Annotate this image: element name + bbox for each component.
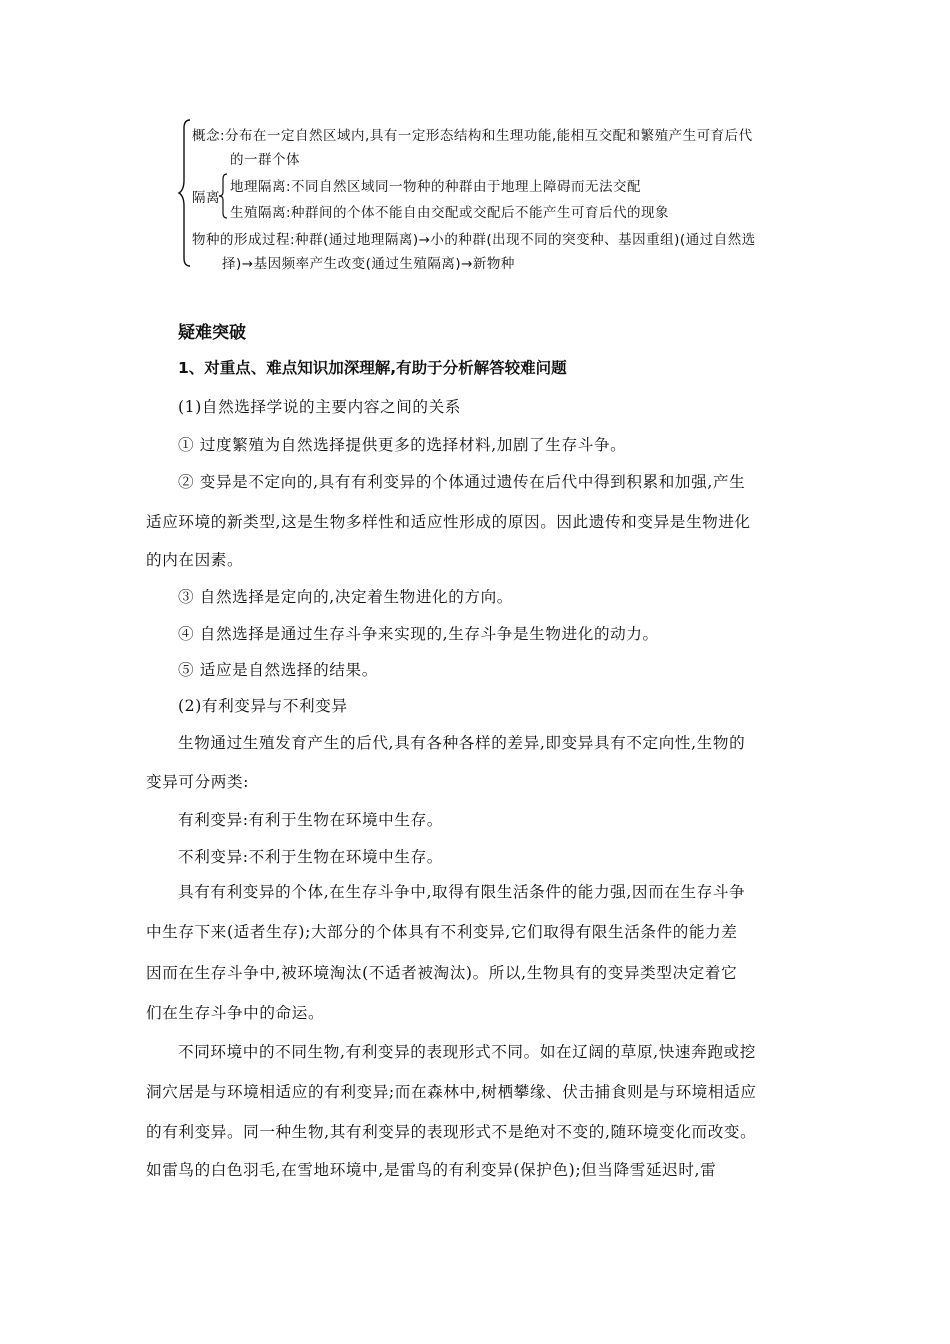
paragraph-line: 因而在生存斗争中,被环境淘汰(不适者被淘汰)。所以,生物具有的变异类型决定着它	[146, 964, 738, 982]
paragraph-line: ① 过度繁殖为自然选择提供更多的选择材料,加剧了生存斗争。	[178, 436, 627, 454]
paragraph-line: (2)有利变异与不利变异	[178, 697, 348, 715]
geographic-isolation-line: 地理隔离:不同自然区域同一物种的种群由于地理上障碍而无法交配	[230, 179, 642, 195]
paragraph-line: ③ 自然选择是定向的,决定着生物进化的方向。	[178, 588, 513, 606]
paragraph-line: (1)自然选择学说的主要内容之间的关系	[178, 398, 461, 416]
species-concept-diagram	[178, 118, 852, 274]
speciation-process-line: 物种的形成过程:种群(通过地理隔离)→小的种群(出现不同的突变种、基因重组)(通过自然选	[192, 232, 756, 248]
concept-line: 概念:分布在一定自然区域内,具有一定形态结构和生理功能,能相互交配和繁殖产生可育后代	[192, 128, 753, 144]
paragraph-line: 变异可分两类:	[146, 773, 250, 791]
paragraph-line: 生物通过生殖发育产生的后代,具有各种各样的差异,即变异具有不定向性,生物的	[178, 734, 746, 752]
paragraph-line: ⑤ 适应是自然选择的结果。	[178, 661, 378, 679]
paragraph-line: 具有有利变异的个体,在生存斗争中,取得有限生活条件的能力强,因而在生存斗争	[178, 883, 746, 901]
paragraph-line: 洞穴居是与环境相适应的有利变异;而在森林中,树栖攀缘、伏击捕食则是与环境相适应	[146, 1083, 757, 1101]
paragraph-line: 的内在因素。	[146, 551, 244, 569]
paragraph-line: 的有利变异。同一种生物,其有利变异的表现形式不是绝对不变的,随环境变化而改变。	[146, 1123, 757, 1141]
subtitle: 1、对重点、难点知识加深理解,有助于分析解答较难问题	[178, 359, 567, 377]
speciation-process-line-cont: 择)→基因频率产生改变(通过生殖隔离)→新物种	[222, 256, 515, 272]
paragraph-line: 不同环境中的不同生物,有利变异的表现形式不同。如在辽阔的草原,快速奔跑或挖	[178, 1043, 756, 1061]
isolation-label: 隔离	[192, 190, 220, 206]
reproductive-isolation-line: 生殖隔离:种群间的个体不能自由交配或交配后不能产生可育后代的现象	[230, 205, 670, 221]
paragraph-line: 不利变异:不利于生物在环境中生存。	[178, 848, 443, 866]
paragraph-line: 有利变异:有利于生物在环境中生存。	[178, 811, 443, 829]
concept-line-cont: 的一群个体	[230, 152, 300, 168]
left-brace-icon	[178, 118, 192, 268]
paragraph-line: 中生存下来(适者生存);大部分的个体具有不利变异,它们取得有限生活条件的能力差	[146, 923, 738, 941]
paragraph-line: 如雷鸟的白色羽毛,在雪地环境中,是雷鸟的有利变异(保护色);但当降雪延迟时,雷	[146, 1161, 717, 1179]
section-title: 疑难突破	[178, 323, 246, 343]
paragraph-line: ② 变异是不定向的,具有有利变异的个体通过遗传在后代中得到积累和加强,产生	[178, 473, 746, 491]
paragraph-line: 适应环境的新类型,这是生物多样性和适应性形成的原因。因此遗传和变异是生物进化	[146, 513, 751, 531]
paragraph-line: ④ 自然选择是通过生存斗争来实现的,生存斗争是生物进化的动力。	[178, 625, 659, 643]
paragraph-line: 们在生存斗争中的命运。	[146, 1004, 325, 1022]
